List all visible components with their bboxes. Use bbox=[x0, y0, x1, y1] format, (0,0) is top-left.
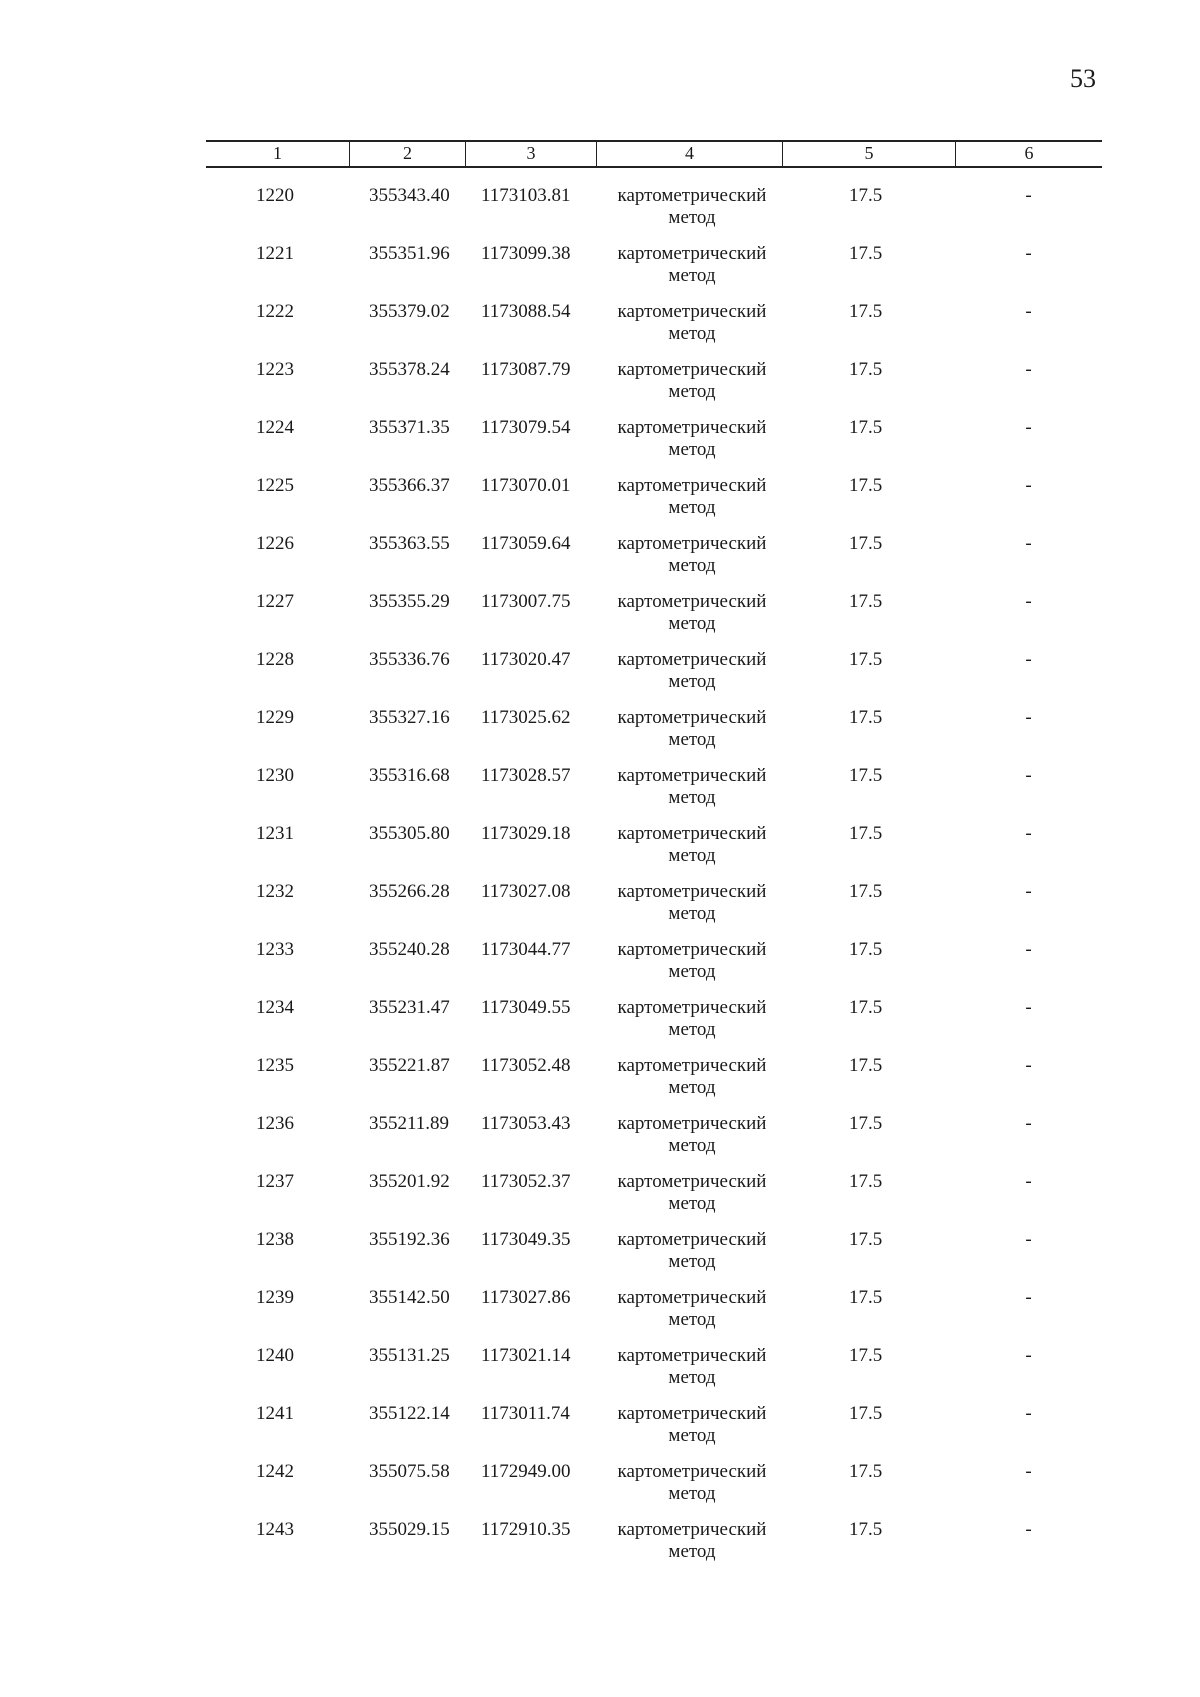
method-line-2: метод bbox=[668, 1077, 716, 1098]
coordinate-x: 355221.87 bbox=[369, 1055, 450, 1076]
table-row bbox=[206, 881, 1102, 939]
accuracy-value: 17.5 bbox=[849, 1229, 883, 1250]
method-line-1: картометрический bbox=[617, 243, 767, 264]
point-number: 1238 bbox=[256, 1229, 294, 1250]
point-number: 1241 bbox=[256, 1403, 294, 1424]
coordinate-y: 1173027.08 bbox=[481, 881, 571, 902]
coordinate-y: 1173021.14 bbox=[481, 1345, 571, 1366]
determination-method bbox=[596, 1461, 782, 1519]
coordinate-y: 1173049.35 bbox=[481, 1229, 571, 1250]
method-line-2: метод bbox=[668, 845, 716, 866]
accuracy-value: 17.5 bbox=[849, 301, 883, 322]
note-value: - bbox=[1025, 997, 1032, 1018]
accuracy-value: 17.5 bbox=[849, 591, 883, 612]
determination-method bbox=[596, 881, 782, 939]
determination-method bbox=[596, 417, 782, 475]
coordinate-y: 1172910.35 bbox=[481, 1519, 571, 1540]
point-number: 1222 bbox=[256, 301, 294, 322]
method-line-1: картометрический bbox=[617, 301, 767, 322]
note-value: - bbox=[1025, 417, 1032, 438]
table-row bbox=[206, 1519, 1102, 1577]
method-line-1: картометрический bbox=[617, 765, 767, 786]
method-line-2: метод bbox=[668, 1425, 716, 1446]
point-number: 1239 bbox=[256, 1287, 294, 1308]
column-header: 4 bbox=[596, 142, 782, 166]
accuracy-value: 17.5 bbox=[849, 1113, 883, 1134]
accuracy-value: 17.5 bbox=[849, 185, 883, 206]
coordinate-x: 355029.15 bbox=[369, 1519, 450, 1540]
method-line-2: метод bbox=[668, 613, 716, 634]
accuracy-value: 17.5 bbox=[849, 823, 883, 844]
method-line-2: метод bbox=[668, 207, 716, 228]
table-row bbox=[206, 1403, 1102, 1461]
determination-method bbox=[596, 1287, 782, 1345]
column-header: 5 bbox=[782, 142, 955, 166]
note-value: - bbox=[1025, 823, 1032, 844]
method-line-2: метод bbox=[668, 1367, 716, 1388]
table-row bbox=[206, 765, 1102, 823]
coordinate-x: 355142.50 bbox=[369, 1287, 450, 1308]
point-number: 1233 bbox=[256, 939, 294, 960]
determination-method bbox=[596, 301, 782, 359]
method-line-2: метод bbox=[668, 961, 716, 982]
method-line-1: картометрический bbox=[617, 591, 767, 612]
point-number: 1240 bbox=[256, 1345, 294, 1366]
coordinate-y: 1173103.81 bbox=[481, 185, 571, 206]
method-line-2: метод bbox=[668, 729, 716, 750]
determination-method bbox=[596, 475, 782, 533]
coordinate-x: 355075.58 bbox=[369, 1461, 450, 1482]
note-value: - bbox=[1025, 359, 1032, 380]
method-line-1: картометрический bbox=[617, 185, 767, 206]
determination-method bbox=[596, 765, 782, 823]
point-number: 1236 bbox=[256, 1113, 294, 1134]
coordinate-y: 1173099.38 bbox=[481, 243, 571, 264]
table-body bbox=[206, 185, 1102, 1577]
determination-method bbox=[596, 591, 782, 649]
coordinate-y: 1173007.75 bbox=[481, 591, 571, 612]
accuracy-value: 17.5 bbox=[849, 649, 883, 670]
point-number: 1228 bbox=[256, 649, 294, 670]
table-row bbox=[206, 359, 1102, 417]
method-line-2: метод bbox=[668, 1483, 716, 1504]
point-number: 1242 bbox=[256, 1461, 294, 1482]
coordinate-x: 355363.55 bbox=[369, 533, 450, 554]
table-row bbox=[206, 1171, 1102, 1229]
coordinate-x: 355122.14 bbox=[369, 1403, 450, 1424]
method-line-2: метод bbox=[668, 265, 716, 286]
method-line-1: картометрический bbox=[617, 1287, 767, 1308]
method-line-2: метод bbox=[668, 381, 716, 402]
method-line-2: метод bbox=[668, 1309, 716, 1330]
coordinate-x: 355131.25 bbox=[369, 1345, 450, 1366]
note-value: - bbox=[1025, 1287, 1032, 1308]
coordinate-y: 1173044.77 bbox=[481, 939, 571, 960]
method-line-2: метод bbox=[668, 1251, 716, 1272]
note-value: - bbox=[1025, 939, 1032, 960]
determination-method bbox=[596, 1113, 782, 1171]
coordinate-y: 1173079.54 bbox=[481, 417, 571, 438]
coordinate-y: 1173028.57 bbox=[481, 765, 571, 786]
point-number: 1221 bbox=[256, 243, 294, 264]
accuracy-value: 17.5 bbox=[849, 1345, 883, 1366]
coordinate-x: 355327.16 bbox=[369, 707, 450, 728]
method-line-1: картометрический bbox=[617, 881, 767, 902]
method-line-2: метод bbox=[668, 323, 716, 344]
column-header: 6 bbox=[955, 142, 1102, 166]
method-line-1: картометрический bbox=[617, 649, 767, 670]
note-value: - bbox=[1025, 1171, 1032, 1192]
accuracy-value: 17.5 bbox=[849, 765, 883, 786]
note-value: - bbox=[1025, 1519, 1032, 1540]
method-line-1: картометрический bbox=[617, 475, 767, 496]
note-value: - bbox=[1025, 1113, 1032, 1134]
coordinate-x: 355266.28 bbox=[369, 881, 450, 902]
table-row bbox=[206, 707, 1102, 765]
method-line-1: картометрический bbox=[617, 1113, 767, 1134]
table-row bbox=[206, 243, 1102, 301]
coordinate-y: 1173087.79 bbox=[481, 359, 571, 380]
determination-method bbox=[596, 185, 782, 243]
accuracy-value: 17.5 bbox=[849, 475, 883, 496]
method-line-1: картометрический bbox=[617, 1171, 767, 1192]
coordinate-x: 355371.35 bbox=[369, 417, 450, 438]
table-header-row bbox=[206, 140, 1102, 168]
note-value: - bbox=[1025, 243, 1032, 264]
note-value: - bbox=[1025, 533, 1032, 554]
table-row bbox=[206, 1345, 1102, 1403]
note-value: - bbox=[1025, 185, 1032, 206]
point-number: 1224 bbox=[256, 417, 294, 438]
note-value: - bbox=[1025, 707, 1032, 728]
table-row bbox=[206, 823, 1102, 881]
method-line-2: метод bbox=[668, 671, 716, 692]
table-row bbox=[206, 939, 1102, 997]
determination-method bbox=[596, 533, 782, 591]
coordinate-y: 1173052.48 bbox=[481, 1055, 571, 1076]
point-number: 1237 bbox=[256, 1171, 294, 1192]
method-line-1: картометрический bbox=[617, 1345, 767, 1366]
table-row bbox=[206, 533, 1102, 591]
point-number: 1230 bbox=[256, 765, 294, 786]
coordinate-x: 355351.96 bbox=[369, 243, 450, 264]
coordinate-x: 355192.36 bbox=[369, 1229, 450, 1250]
coordinate-x: 355378.24 bbox=[369, 359, 450, 380]
table-row bbox=[206, 475, 1102, 533]
method-line-2: метод bbox=[668, 555, 716, 576]
method-line-2: метод bbox=[668, 1193, 716, 1214]
determination-method bbox=[596, 1055, 782, 1113]
table-row bbox=[206, 1055, 1102, 1113]
determination-method bbox=[596, 1345, 782, 1403]
method-line-1: картометрический bbox=[617, 533, 767, 554]
table-row bbox=[206, 1229, 1102, 1287]
point-number: 1234 bbox=[256, 997, 294, 1018]
note-value: - bbox=[1025, 1403, 1032, 1424]
coordinate-y: 1172949.00 bbox=[481, 1461, 571, 1482]
coordinate-y: 1173027.86 bbox=[481, 1287, 571, 1308]
method-line-1: картометрический bbox=[617, 1403, 767, 1424]
method-line-1: картометрический bbox=[617, 823, 767, 844]
note-value: - bbox=[1025, 591, 1032, 612]
accuracy-value: 17.5 bbox=[849, 939, 883, 960]
coordinate-x: 355231.47 bbox=[369, 997, 450, 1018]
coordinate-y: 1173025.62 bbox=[481, 707, 571, 728]
coordinate-y: 1173053.43 bbox=[481, 1113, 571, 1134]
determination-method bbox=[596, 939, 782, 997]
point-number: 1226 bbox=[256, 533, 294, 554]
note-value: - bbox=[1025, 1461, 1032, 1482]
point-number: 1225 bbox=[256, 475, 294, 496]
coordinate-y: 1173088.54 bbox=[481, 301, 571, 322]
point-number: 1243 bbox=[256, 1519, 294, 1540]
note-value: - bbox=[1025, 1055, 1032, 1076]
coordinate-y: 1173029.18 bbox=[481, 823, 571, 844]
coordinate-x: 355316.68 bbox=[369, 765, 450, 786]
accuracy-value: 17.5 bbox=[849, 1055, 883, 1076]
accuracy-value: 17.5 bbox=[849, 1519, 883, 1540]
accuracy-value: 17.5 bbox=[849, 997, 883, 1018]
accuracy-value: 17.5 bbox=[849, 243, 883, 264]
table-row bbox=[206, 301, 1102, 359]
accuracy-value: 17.5 bbox=[849, 881, 883, 902]
coordinate-x: 355201.92 bbox=[369, 1171, 450, 1192]
column-header: 3 bbox=[465, 142, 596, 166]
table-row bbox=[206, 1461, 1102, 1519]
column-header: 2 bbox=[349, 142, 465, 166]
note-value: - bbox=[1025, 1229, 1032, 1250]
method-line-1: картометрический bbox=[617, 359, 767, 380]
table-row bbox=[206, 1113, 1102, 1171]
method-line-1: картометрический bbox=[617, 1461, 767, 1482]
method-line-1: картометрический bbox=[617, 939, 767, 960]
determination-method bbox=[596, 649, 782, 707]
accuracy-value: 17.5 bbox=[849, 707, 883, 728]
coordinate-x: 355355.29 bbox=[369, 591, 450, 612]
coordinate-x: 355211.89 bbox=[369, 1113, 450, 1134]
method-line-1: картометрический bbox=[617, 1055, 767, 1076]
coordinate-x: 355305.80 bbox=[369, 823, 450, 844]
determination-method bbox=[596, 823, 782, 881]
method-line-1: картометрический bbox=[617, 997, 767, 1018]
accuracy-value: 17.5 bbox=[849, 1461, 883, 1482]
method-line-2: метод bbox=[668, 1135, 716, 1156]
method-line-2: метод bbox=[668, 1541, 716, 1562]
note-value: - bbox=[1025, 1345, 1032, 1366]
method-line-2: метод bbox=[668, 903, 716, 924]
coordinate-x: 355343.40 bbox=[369, 185, 450, 206]
point-number: 1227 bbox=[256, 591, 294, 612]
coordinate-y: 1173049.55 bbox=[481, 997, 571, 1018]
determination-method bbox=[596, 997, 782, 1055]
note-value: - bbox=[1025, 649, 1032, 670]
coordinate-x: 355240.28 bbox=[369, 939, 450, 960]
point-number: 1232 bbox=[256, 881, 294, 902]
accuracy-value: 17.5 bbox=[849, 359, 883, 380]
determination-method bbox=[596, 1229, 782, 1287]
accuracy-value: 17.5 bbox=[849, 1171, 883, 1192]
method-line-1: картометрический bbox=[617, 707, 767, 728]
table-row bbox=[206, 185, 1102, 243]
point-number: 1229 bbox=[256, 707, 294, 728]
determination-method bbox=[596, 1171, 782, 1229]
column-header: 1 bbox=[273, 143, 282, 163]
note-value: - bbox=[1025, 765, 1032, 786]
determination-method bbox=[596, 1519, 782, 1577]
point-number: 1231 bbox=[256, 823, 294, 844]
coordinate-y: 1173011.74 bbox=[481, 1403, 570, 1424]
coordinate-x: 355336.76 bbox=[369, 649, 450, 670]
coordinate-y: 1173070.01 bbox=[481, 475, 571, 496]
coordinate-x: 355379.02 bbox=[369, 301, 450, 322]
table-row bbox=[206, 591, 1102, 649]
note-value: - bbox=[1025, 301, 1032, 322]
page-number: 53 bbox=[1070, 64, 1096, 93]
coordinate-y: 1173020.47 bbox=[481, 649, 571, 670]
table-row bbox=[206, 417, 1102, 475]
table-row bbox=[206, 1287, 1102, 1345]
table-row bbox=[206, 649, 1102, 707]
determination-method bbox=[596, 1403, 782, 1461]
method-line-1: картометрический bbox=[617, 1519, 767, 1540]
point-number: 1235 bbox=[256, 1055, 294, 1076]
point-number: 1223 bbox=[256, 359, 294, 380]
determination-method bbox=[596, 707, 782, 765]
method-line-2: метод bbox=[668, 439, 716, 460]
coordinates-table bbox=[206, 140, 1102, 1577]
method-line-2: метод bbox=[668, 497, 716, 518]
method-line-2: метод bbox=[668, 787, 716, 808]
note-value: - bbox=[1025, 475, 1032, 496]
accuracy-value: 17.5 bbox=[849, 1403, 883, 1424]
method-line-2: метод bbox=[668, 1019, 716, 1040]
accuracy-value: 17.5 bbox=[849, 533, 883, 554]
note-value: - bbox=[1025, 881, 1032, 902]
method-line-1: картометрический bbox=[617, 1229, 767, 1250]
accuracy-value: 17.5 bbox=[849, 417, 883, 438]
determination-method bbox=[596, 359, 782, 417]
coordinate-x: 355366.37 bbox=[369, 475, 450, 496]
point-number: 1220 bbox=[256, 185, 294, 206]
table-row bbox=[206, 997, 1102, 1055]
coordinate-y: 1173052.37 bbox=[481, 1171, 571, 1192]
accuracy-value: 17.5 bbox=[849, 1287, 883, 1308]
determination-method bbox=[596, 243, 782, 301]
coordinate-y: 1173059.64 bbox=[481, 533, 571, 554]
method-line-1: картометрический bbox=[617, 417, 767, 438]
